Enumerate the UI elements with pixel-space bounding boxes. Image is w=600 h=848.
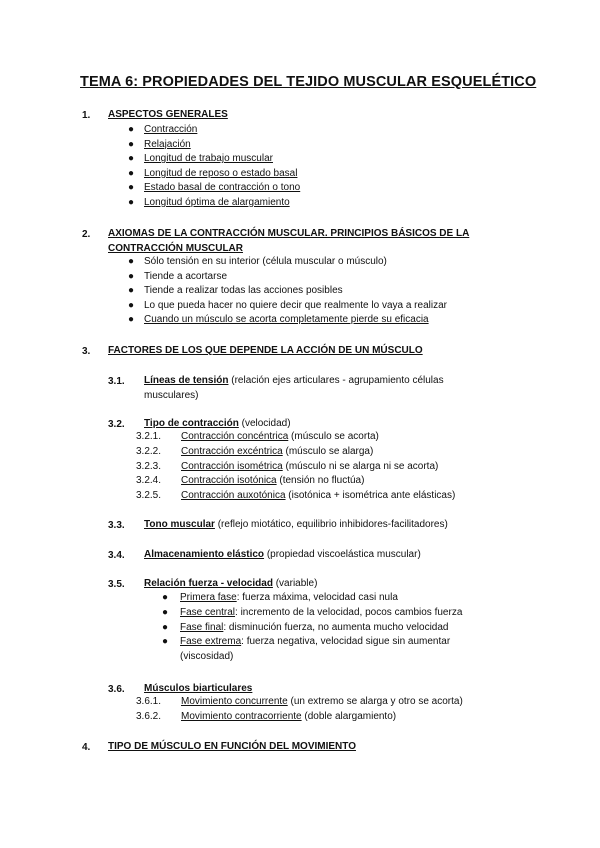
bullet-icon: ● (162, 592, 169, 603)
bullet-icon: ● (162, 606, 169, 618)
bullet-icon: ● (128, 167, 135, 179)
list-item: ● Relajación (128, 138, 300, 153)
list-item: ● Fase final: disminución fuerza, no aumenta mucho velocidad (162, 621, 462, 636)
bullet-icon: ● (128, 314, 135, 326)
subsection-heading: Almacenamiento elástico (propiedad viscoelástica muscular) (144, 549, 421, 560)
list-item: ● Contracción (128, 123, 300, 138)
bullet-list (162, 591, 462, 665)
list-item: ● Longitud de reposo o estado basal (128, 167, 300, 182)
list-item: ● Longitud de trabajo muscular (128, 152, 300, 167)
subsection-heading: Relación fuerza - velocidad (variable) (144, 578, 318, 589)
subsection-number: 3.5. (108, 579, 125, 590)
list-item: ● Lo que pueda hacer no quiere decir que realmente lo vaya a realizar (128, 299, 447, 314)
section-number: 3. (82, 346, 91, 357)
bullet-icon: ● (128, 285, 135, 297)
document-title: TEMA 6: PROPIEDADES DEL TEJIDO MUSCULAR ESQUELÉTICO (80, 74, 537, 90)
bullet-icon: ● (128, 256, 135, 267)
section-number: 1. (82, 110, 91, 121)
subsection-number: 3.3. (108, 520, 125, 531)
list-item: ● Tiende a realizar todas las acciones posibles (128, 284, 447, 299)
section-heading: TIPO DE MÚSCULO EN FUNCIÓN DEL MOVIMIENTO (108, 741, 356, 752)
section-heading: AXIOMAS DE LA CONTRACCIÓN MUSCULAR. PRINCIPIOS BÁSICOS DE LA (108, 228, 470, 239)
section-heading: FACTORES DE LOS QUE DEPENDE LA ACCIÓN DE UN MÚSCULO (108, 345, 423, 356)
subsection-number: 3.2. (108, 419, 125, 430)
bullet-icon: ● (128, 153, 135, 165)
subsection-text: musculares) (144, 390, 199, 401)
section-heading: ASPECTOS GENERALES (108, 109, 228, 120)
list-item: ● Fase extrema: fuerza negativa, velocidad sigue sin aumentar (viscosidad) (162, 636, 451, 663)
bullet-icon: ● (162, 636, 169, 648)
bullet-icon: ● (128, 270, 135, 282)
subsection-heading: Líneas de tensión (relación ejes articulares - agrupamiento células (144, 375, 444, 386)
bullet-icon: ● (128, 196, 135, 208)
list-item: ● Sólo tensión en su interior (célula muscular o músculo) (128, 255, 447, 270)
subsection-number: 3.4. (108, 550, 125, 561)
list-item: ● Estado basal de contracción o tono (128, 181, 300, 196)
bullet-list (128, 123, 300, 211)
bullet-icon: ● (128, 124, 135, 135)
section-number: 4. (82, 742, 91, 753)
bullet-icon: ● (128, 182, 135, 194)
subsection-heading: Tipo de contracción (velocidad) (144, 418, 291, 429)
list-item: ● Fase central: incremento de la velocidad, pocos cambios fuerza (162, 606, 462, 621)
bullet-icon: ● (128, 299, 135, 311)
document-page: TEMA 6: PROPIEDADES DEL TEJIDO MUSCULAR ESQUELÉTICO 1. ASPECTOS GENERALES ● Contracción ● Relajación ● Longitud de trabajo muscular ● Longitud de reposo o estado basal ● Estado basal de contracción o tono ● Longitud óptima de alargamiento 2. AXIOMAS DE LA CONTRACCIÓN MUSCULAR. PRINCIPIOS BÁSICOS DE LA CONTRACCIÓN MUSCULAR ● Sólo tensión en su interior (célula muscular o músculo) ● Tiende a acortarse ● Tiende a realizar todas las acciones posibles ● Lo que pueda hacer no quiere decir que realmente lo vaya a realizar ● Cuando un músculo se acorta completamente pierde su eficacia 3. FACTORES DE LOS QUE DEPENDE LA ACCIÓN DE UN MÚSCULO 3.1. Líneas de tensión (relación ejes articulares - agrupamiento células musculares) 3.2. Tipo de contracción (velocidad) 3.2.1. Contracción concéntrica (músculo se acorta) 3.2.2. Contracción excéntrica (músculo se alarga) 3.2.3. Contracción isométrica (músculo ni se alarga ni se acorta) 3.2.4. Contracción isotónica (tensión no fluctúa) 3.2.5. Contracción auxotónica (isotónica + isométrica ante elásticas) 3.3. Tono muscular (reflejo miotático, equilibrio inhibidores-facilitadores) 3.4. Almacenamiento elástico (propiedad viscoelástica muscular) 3.5. Relación fuerza - velocidad (variable) ● Primera fase: fuerza máxima, velocidad casi nula ● Fase central: incremento de la velocidad, pocos cambios fuerza ● Fase final: disminución fuerza, no aumenta mucho velocidad ● Fase extrema: fuerza negativa, velocidad sigue sin aumentar (viscosidad) 3.6. Músculos biarticulares 3.6.1. Movimiento concurrente (un extremo se alarga y otro se acorta) 3.6.2. Movimiento contracorriente (doble alargamiento) 4. TIPO DE MÚSCULO EN FUNCIÓN DEL MOVIMIENTO (80, 74, 537, 753)
subsection-number: 3.1. (108, 376, 125, 387)
section-number: 2. (82, 229, 91, 240)
bullet-icon: ● (128, 138, 135, 150)
subsection-heading: Tono muscular (reflejo miotático, equilibrio inhibidores-facilitadores) (144, 519, 448, 530)
bullet-icon: ● (162, 621, 169, 633)
list-item: ● Longitud óptima de alargamiento (128, 196, 300, 211)
subsection-heading: Músculos biarticulares (144, 683, 253, 694)
list-item: ● Tiende a acortarse (128, 270, 447, 285)
list-item: ● Primera fase: fuerza máxima, velocidad casi nula (162, 591, 462, 606)
bullet-list (128, 255, 447, 328)
subsection-number: 3.6. (108, 684, 125, 695)
list-item: ● Cuando un músculo se acorta completamente pierde su eficacia (128, 313, 447, 328)
section-heading-continued: CONTRACCIÓN MUSCULAR (108, 243, 243, 254)
